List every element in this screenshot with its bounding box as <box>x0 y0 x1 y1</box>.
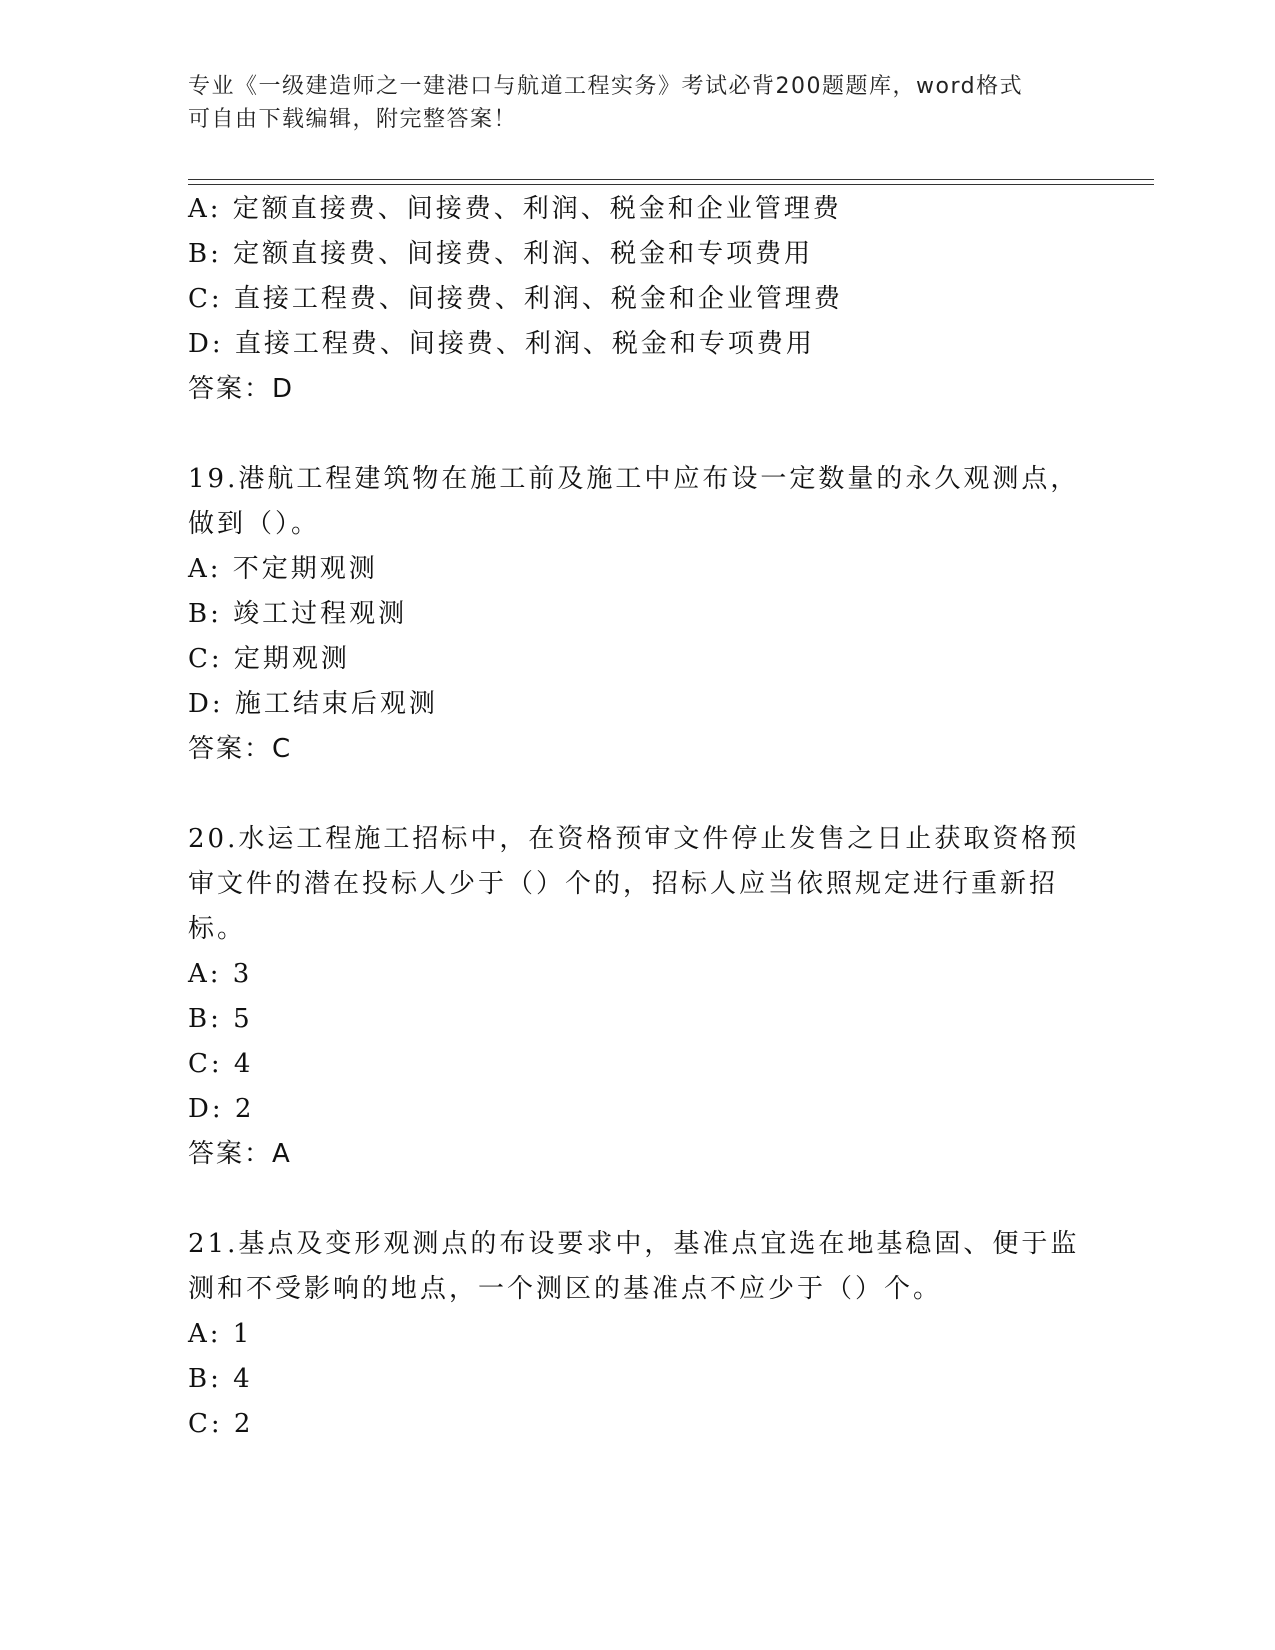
q19-option-d: D: 施工结束后观测 <box>188 689 438 719</box>
document-header <box>188 70 1088 136</box>
q18-option-a: A: 定额直接费、间接费、利润、税金和企业管理费 <box>188 194 842 224</box>
q21-stem-line-1: 21.基点及变形观测点的布设要求中，基准点宜选在地基稳固、便于监 <box>188 1229 1080 1259</box>
q20-answer: 答案：A <box>188 1139 292 1169</box>
q19-stem-line-2: 做到（）。 <box>188 509 321 539</box>
q20-stem-line-2: 审文件的潜在投标人少于（）个的，招标人应当依照规定进行重新招 <box>188 869 1059 899</box>
q19-option-b: B: 竣工过程观测 <box>188 599 408 629</box>
q18-option-c: C: 直接工程费、间接费、利润、税金和企业管理费 <box>188 284 843 314</box>
q21-option-a: A: 1 <box>188 1319 253 1349</box>
q20-option-b: B: 5 <box>188 1004 253 1034</box>
q20-stem-line-1: 20.水运工程施工招标中，在资格预审文件停止发售之日止获取资格预 <box>188 824 1080 854</box>
q18-answer: 答案：D <box>188 374 295 404</box>
header-line-1: 专业《一级建造师之一建港口与航道工程实务》考试必背200题题库，word格式 <box>188 74 1024 99</box>
q20-option-a: A: 3 <box>188 959 253 989</box>
q19-option-c: C: 定期观测 <box>188 644 350 674</box>
q21-stem-line-2: 测和不受影响的地点，一个测区的基准点不应少于（）个。 <box>188 1274 943 1304</box>
q20-option-d: D: 2 <box>188 1094 255 1124</box>
header-line-2: 可自由下载编辑，附完整答案！ <box>188 107 518 132</box>
q18-option-b: B: 定额直接费、间接费、利润、税金和专项费用 <box>188 239 814 269</box>
q19-option-a: A: 不定期观测 <box>188 554 378 584</box>
q20-stem-line-3: 标。 <box>188 914 247 944</box>
q20-option-c: C: 4 <box>188 1049 254 1079</box>
header-divider-top <box>188 179 1154 180</box>
header-divider-bottom <box>188 184 1154 185</box>
q18-option-d: D: 直接工程费、间接费、利润、税金和专项费用 <box>188 329 815 359</box>
q19-answer: 答案：C <box>188 734 293 764</box>
q19-stem-line-1: 19.港航工程建筑物在施工前及施工中应布设一定数量的永久观测点， <box>188 464 1080 494</box>
q21-option-c: C: 2 <box>188 1409 254 1439</box>
q21-option-b: B: 4 <box>188 1364 253 1394</box>
